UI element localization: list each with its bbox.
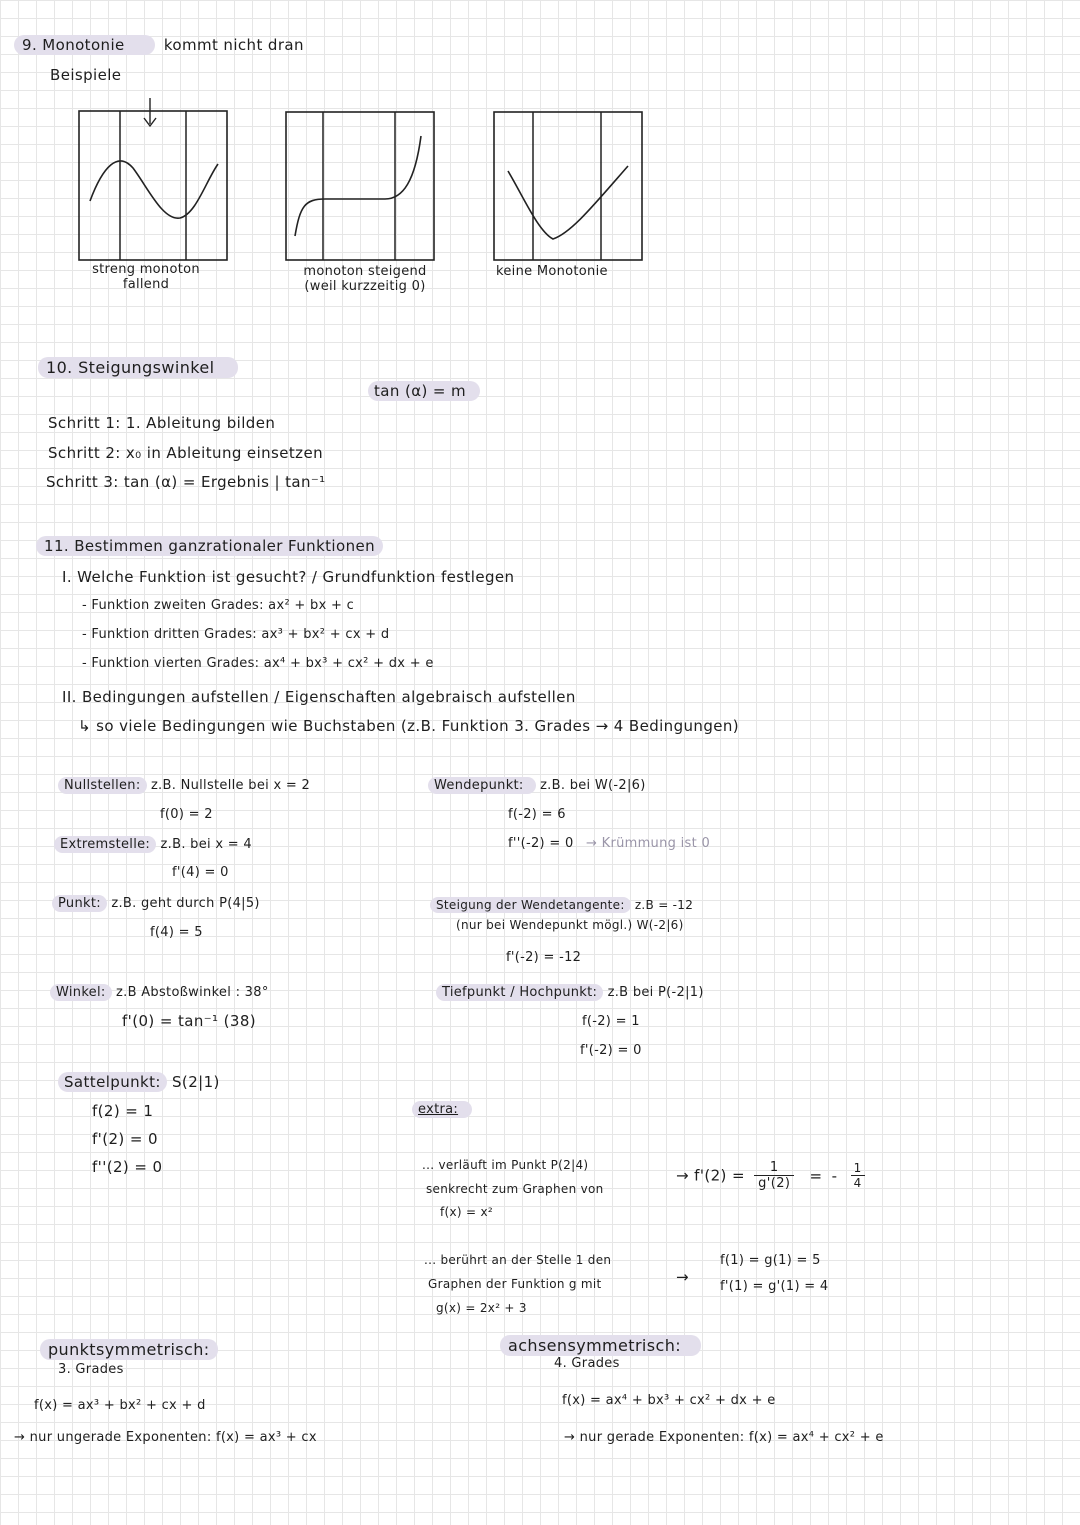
extra-b-line2: Graphen der Funktion g mit bbox=[428, 1277, 602, 1291]
section9-note: kommt nicht dran bbox=[163, 36, 304, 54]
extremstelle-eq: f'(4) = 0 bbox=[172, 865, 229, 880]
wendepunkt-eq2: f''(-2) = 0 bbox=[508, 836, 574, 851]
punkt-eq: f(4) = 5 bbox=[150, 925, 203, 940]
caption-2-line2: (weil kurzzeitig 0) bbox=[304, 279, 426, 294]
wendepunkt-label: Wendepunkt: bbox=[428, 777, 536, 794]
step-3: Schritt 3: tan (α) = Ergebnis | tan⁻¹ bbox=[46, 473, 326, 491]
extremstelle-label: Extremstelle: bbox=[54, 836, 156, 853]
wendetangente-text: z.B = -12 bbox=[634, 898, 694, 912]
extra-a-den2: 4 bbox=[853, 1176, 862, 1190]
extremstelle-text: z.B. bei x = 4 bbox=[160, 837, 253, 852]
graph-streng-monoton-fallend bbox=[78, 96, 228, 262]
wendetangente-label: Steigung der Wendetangente: bbox=[430, 897, 631, 913]
winkel-text: z.B Abstoßwinkel : 38° bbox=[116, 985, 269, 1000]
winkel-eq: f'(0) = tan⁻¹ (38) bbox=[122, 1012, 257, 1030]
achsensymmetrisch-func: f(x) = ax⁴ + bx³ + cx² + dx + e bbox=[562, 1393, 776, 1408]
wendepunkt-eq1: f(-2) = 6 bbox=[508, 807, 566, 822]
function-degree-3: - Funktion dritten Grades: ax³ + bx² + cx + d bbox=[82, 627, 390, 642]
tiefpunkt-text: z.B bei P(-2|1) bbox=[607, 985, 704, 1000]
graph-keine-monotonie bbox=[493, 111, 643, 261]
extra-a-lhs: → f'(2) = bbox=[676, 1166, 745, 1185]
step-1: Schritt 1: 1. Ableitung bilden bbox=[48, 414, 276, 432]
function-degree-4: - Funktion vierten Grades: ax⁴ + bx³ + cx² + dx + e bbox=[82, 656, 434, 671]
step-I: I. Welche Funktion ist gesucht? / Grundfunktion festlegen bbox=[62, 568, 515, 586]
caption-1-line1: streng monoton bbox=[92, 262, 200, 277]
extra-b-line1: ... berührt an der Stelle 1 den bbox=[424, 1253, 612, 1267]
tiefpunkt-eq1: f(-2) = 1 bbox=[582, 1014, 640, 1029]
sattelpunkt-text: S(2|1) bbox=[172, 1073, 220, 1091]
steigungswinkel-formula: tan (α) = m bbox=[368, 381, 480, 401]
graph-monoton-steigend bbox=[285, 111, 435, 261]
extra-b-line3: g(x) = 2x² + 3 bbox=[436, 1301, 527, 1315]
punktsymmetrisch-grade: 3. Grades bbox=[58, 1362, 124, 1377]
extra-a-minus: - bbox=[831, 1166, 838, 1185]
sattelpunkt-eq-1: f(2) = 1 bbox=[92, 1102, 154, 1120]
achsensymmetrisch-grade: 4. Grades bbox=[554, 1356, 620, 1371]
extra-a-num: 1 bbox=[754, 1160, 794, 1176]
extra-label: extra: bbox=[412, 1101, 472, 1118]
extra-b-arrow: → bbox=[676, 1268, 689, 1286]
extra-b-eq1: f(1) = g(1) = 5 bbox=[720, 1253, 821, 1268]
punkt-text: z.B. geht durch P(4|5) bbox=[111, 896, 260, 911]
extra-a-line2: senkrecht zum Graphen von bbox=[426, 1182, 604, 1196]
wendetangente-sub: (nur bei Wendepunkt mögl.) W(-2|6) bbox=[456, 918, 684, 932]
punktsymmetrisch-label: punktsymmetrisch: bbox=[40, 1339, 218, 1360]
achsensymmetrisch-rule: → nur gerade Exponenten: f(x) = ax⁴ + cx² + e bbox=[564, 1430, 884, 1445]
section10-heading: 10. Steigungswinkel bbox=[38, 357, 238, 378]
extra-b-eq2: f'(1) = g'(1) = 4 bbox=[720, 1279, 829, 1294]
sattelpunkt-eq-3: f''(2) = 0 bbox=[92, 1158, 163, 1176]
step-II: II. Bedingungen aufstellen / Eigenschaften algebraisch aufstellen bbox=[62, 688, 576, 706]
extra-a-den: g'(2) bbox=[758, 1176, 791, 1191]
nullstellen-label: Nullstellen: bbox=[58, 777, 147, 794]
wendepunkt-text: z.B. bei W(-2|6) bbox=[540, 778, 646, 793]
caption-1-line2: fallend bbox=[122, 277, 170, 292]
sattelpunkt-label: Sattelpunkt: bbox=[58, 1072, 167, 1092]
examples-label: Beispiele bbox=[50, 66, 122, 84]
extra-a-equals: = bbox=[809, 1166, 823, 1185]
winkel-label: Winkel: bbox=[50, 984, 112, 1001]
extra-a-result bbox=[676, 1160, 865, 1191]
extra-a-num2: 1 bbox=[851, 1161, 865, 1176]
nullstellen-eq: f(0) = 2 bbox=[160, 807, 213, 822]
punktsymmetrisch-rule: → nur ungerade Exponenten: f(x) = ax³ + cx bbox=[14, 1430, 317, 1445]
extra-a-line3: f(x) = x² bbox=[440, 1205, 493, 1219]
tiefpunkt-label: Tiefpunkt / Hochpunkt: bbox=[436, 984, 603, 1001]
wendepunkt-note: → Krümmung ist 0 bbox=[586, 836, 711, 851]
achsensymmetrisch-label: achsensymmetrisch: bbox=[500, 1335, 701, 1356]
tiefpunkt-eq2: f'(-2) = 0 bbox=[580, 1043, 642, 1058]
sattelpunkt-eq-2: f'(2) = 0 bbox=[92, 1130, 158, 1148]
section11-heading: 11. Bestimmen ganzrationaler Funktionen bbox=[36, 536, 383, 556]
section9-heading: 9. Monotonie bbox=[14, 35, 155, 55]
caption-2-line1: monoton steigend bbox=[303, 264, 427, 279]
nullstellen-text: z.B. Nullstelle bei x = 2 bbox=[150, 778, 311, 793]
step-II-note: ↳ so viele Bedingungen wie Buchstaben (z.B. Funktion 3. Grades → 4 Bedingungen) bbox=[78, 717, 740, 735]
punkt-label: Punkt: bbox=[52, 895, 107, 912]
wendetangente-eq: f'(-2) = -12 bbox=[506, 950, 582, 965]
function-degree-2: - Funktion zweiten Grades: ax² + bx + c bbox=[82, 598, 355, 613]
step-2: Schritt 2: x₀ in Ableitung einsetzen bbox=[48, 444, 323, 462]
punktsymmetrisch-func: f(x) = ax³ + bx² + cx + d bbox=[34, 1398, 206, 1413]
caption-3-line1: keine Monotonie bbox=[496, 264, 608, 279]
extra-a-line1: ... verläuft im Punkt P(2|4) bbox=[422, 1158, 589, 1172]
